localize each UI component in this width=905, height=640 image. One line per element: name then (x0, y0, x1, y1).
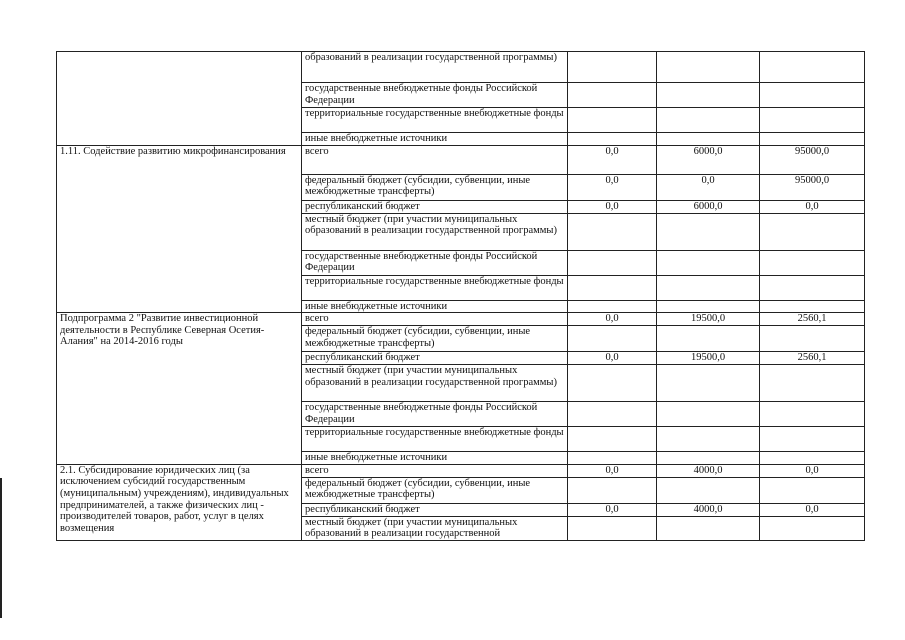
value-cell-2014 (568, 300, 657, 313)
value-cell-2014 (568, 516, 657, 540)
value-cell-2014 (568, 52, 657, 83)
source-cell: федеральный бюджет (субсидии, субвенции, иные межбюджетные трансферты) (302, 477, 568, 503)
value-cell-2015: 4000,0 (657, 464, 760, 477)
source-cell: всего (302, 464, 568, 477)
value-cell-2016: 0,0 (760, 464, 865, 477)
value-cell-2015 (657, 516, 760, 540)
value-cell-2016 (760, 300, 865, 313)
value-cell-2014: 0,0 (568, 503, 657, 516)
value-cell-2014: 0,0 (568, 174, 657, 200)
value-cell-2016: 0,0 (760, 503, 865, 516)
table-row (57, 145, 865, 174)
source-cell: территориальные государственные внебюджетные фонды (302, 108, 568, 133)
value-cell-2016: 95000,0 (760, 145, 865, 174)
value-cell-2014 (568, 452, 657, 465)
value-cell-2016 (760, 213, 865, 250)
source-cell: всего (302, 145, 568, 174)
source-cell: образований в реализации государственной программы) (302, 52, 568, 83)
value-cell-2015: 19500,0 (657, 352, 760, 365)
value-cell-2015 (657, 52, 760, 83)
value-cell-2014 (568, 365, 657, 402)
source-cell: иные внебюджетные источники (302, 452, 568, 465)
source-cell: федеральный бюджет (субсидии, субвенции, иные межбюджетные трансферты) (302, 326, 568, 352)
value-cell-2016 (760, 427, 865, 452)
budget-table (56, 51, 865, 541)
value-cell-2014 (568, 213, 657, 250)
table-row (57, 464, 865, 477)
value-cell-2016 (760, 275, 865, 300)
value-cell-2016 (760, 52, 865, 83)
value-cell-2015 (657, 427, 760, 452)
value-cell-2016 (760, 108, 865, 133)
value-cell-2015 (657, 300, 760, 313)
value-cell-2015: 4000,0 (657, 503, 760, 516)
source-cell: республиканский бюджет (302, 503, 568, 516)
source-cell: местный бюджет (при участии муниципальных образований в реализации государственной программы) (302, 213, 568, 250)
row-name-cell: 1.11. Содействие развитию микрофинансирования (57, 145, 302, 313)
value-cell-2016 (760, 133, 865, 146)
scan-margin-mark (0, 478, 2, 618)
row-name-cell: 2.1. Субсидирование юридических лиц (за исключением субсидий государственным (муниципальным) учреждениям), индивидуальных предпринимателей, а также физических лиц - производителей товаров, работ, услуг в целях возмещения (57, 464, 302, 540)
value-cell-2015 (657, 213, 760, 250)
source-cell: всего (302, 313, 568, 326)
source-cell: республиканский бюджет (302, 352, 568, 365)
source-cell: территориальные государственные внебюджетные фонды (302, 427, 568, 452)
value-cell-2015 (657, 83, 760, 108)
value-cell-2016: 95000,0 (760, 174, 865, 200)
value-cell-2016 (760, 477, 865, 503)
value-cell-2015 (657, 402, 760, 427)
value-cell-2016 (760, 516, 865, 540)
value-cell-2014: 0,0 (568, 464, 657, 477)
value-cell-2015 (657, 108, 760, 133)
value-cell-2015 (657, 275, 760, 300)
value-cell-2016: 0,0 (760, 200, 865, 213)
value-cell-2014 (568, 83, 657, 108)
source-cell: государственные внебюджетные фонды Российской Федерации (302, 83, 568, 108)
value-cell-2016 (760, 402, 865, 427)
value-cell-2015: 19500,0 (657, 313, 760, 326)
value-cell-2014 (568, 133, 657, 146)
table-row (57, 313, 865, 326)
value-cell-2014 (568, 250, 657, 275)
source-cell: республиканский бюджет (302, 200, 568, 213)
row-name-cell: Подпрограмма 2 "Развитие инвестиционной деятельности в Республике Северная Осетия-Алания" на 2014-2016 годы (57, 313, 302, 465)
source-cell: государственные внебюджетные фонды Российской Федерации (302, 402, 568, 427)
value-cell-2014: 0,0 (568, 313, 657, 326)
value-cell-2016 (760, 326, 865, 352)
value-cell-2014: 0,0 (568, 145, 657, 174)
value-cell-2015 (657, 326, 760, 352)
value-cell-2015 (657, 133, 760, 146)
source-cell: местный бюджет (при участии муниципальных образований в реализации государственной программы) (302, 365, 568, 402)
value-cell-2014 (568, 275, 657, 300)
source-cell: территориальные государственные внебюджетные фонды (302, 275, 568, 300)
value-cell-2016: 2560,1 (760, 352, 865, 365)
value-cell-2015: 0,0 (657, 174, 760, 200)
source-cell: местный бюджет (при участии муниципальных образований в реализации государственной (302, 516, 568, 540)
value-cell-2014: 0,0 (568, 200, 657, 213)
value-cell-2015 (657, 250, 760, 275)
table-row (57, 52, 865, 83)
value-cell-2015 (657, 452, 760, 465)
value-cell-2016 (760, 250, 865, 275)
value-cell-2014: 0,0 (568, 352, 657, 365)
value-cell-2014 (568, 427, 657, 452)
value-cell-2015 (657, 365, 760, 402)
value-cell-2016 (760, 365, 865, 402)
value-cell-2016 (760, 83, 865, 108)
value-cell-2014 (568, 108, 657, 133)
value-cell-2016 (760, 452, 865, 465)
value-cell-2014 (568, 402, 657, 427)
value-cell-2015 (657, 477, 760, 503)
source-cell: иные внебюджетные источники (302, 300, 568, 313)
value-cell-2016: 2560,1 (760, 313, 865, 326)
value-cell-2015: 6000,0 (657, 200, 760, 213)
source-cell: государственные внебюджетные фонды Российской Федерации (302, 250, 568, 275)
source-cell: иные внебюджетные источники (302, 133, 568, 146)
source-cell: федеральный бюджет (субсидии, субвенции, иные межбюджетные трансферты) (302, 174, 568, 200)
value-cell-2014 (568, 477, 657, 503)
value-cell-2015: 6000,0 (657, 145, 760, 174)
row-name-cell (57, 52, 302, 146)
value-cell-2014 (568, 326, 657, 352)
